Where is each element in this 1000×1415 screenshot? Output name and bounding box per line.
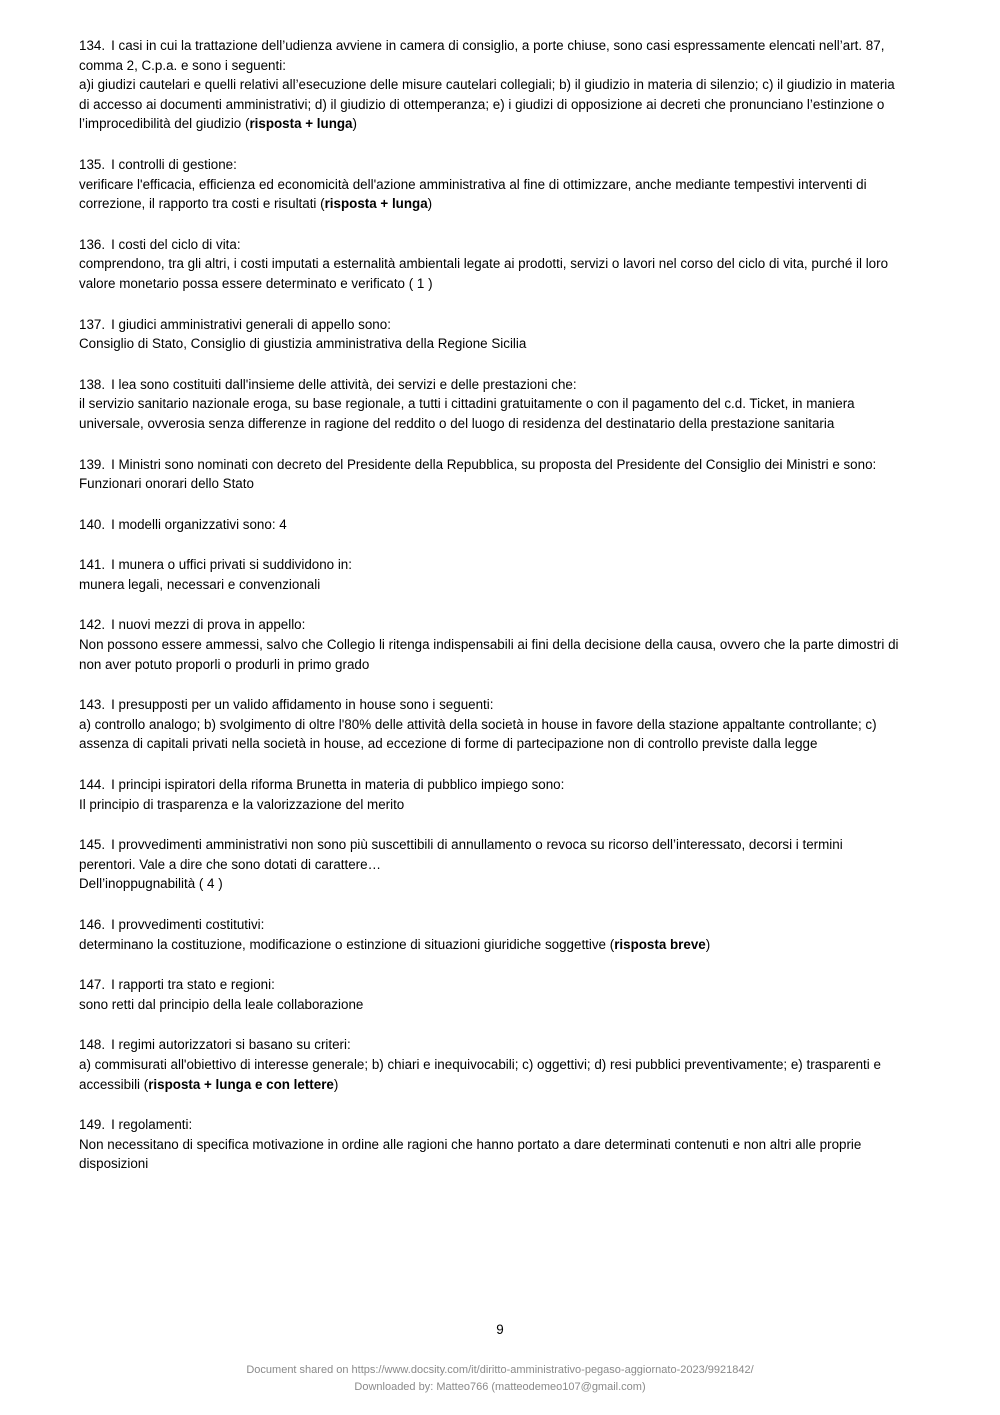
question [79,615,899,635]
question-text: I provvedimenti amministrativi non sono più suscettibili di annullamento o revoca su ricorso dell’interessato, decorsi i termini perentori. Vale a dire che sono dotati di carattere… [79,837,843,872]
question-text: I controlli di gestione: [111,156,237,172]
question-number: 142. [79,617,106,633]
question-number: 135. [79,156,106,172]
question-text: I regolamenti: [111,1117,193,1133]
qa-item [79,615,899,674]
question-number: 144. [79,777,106,793]
answer [79,474,899,494]
question [79,36,899,75]
answer [79,635,899,674]
answer-note-close: ) [352,116,357,132]
answer-text: munera legali, necessari e convenzionali [79,576,321,592]
qa-item [79,775,899,814]
answer [79,1135,899,1174]
answer-text: a)i giudizi cautelari e quelli relativi all’esecuzione delle misure cautelari collegiali; b) il giudizio in materia di silenzio; c) il giudizio in materia di accesso ai documenti amministrativi; d) il giudizio di ottemperanza; e) i giudizi di opposizione ai decreti che pronunciano l’estinzione o l’improcedibilità del giudizio ( [79,77,895,132]
answer [79,935,899,955]
qa-item [79,235,899,294]
answer [79,334,899,354]
answer-text: a) commisurati all'obiettivo di interesse generale; b) chiari e inequivocabili; c) oggettivi; d) resi pubblici preventivamente; e) trasparenti e accessibili ( [79,1056,881,1092]
question-number: 141. [79,557,106,573]
qa-item [79,1035,899,1094]
answer-text: Non possono essere ammessi, salvo che Collegio li ritenga indispensabili ai fini della decisione della causa, ovvero che la parte dimostri di non aver potuto proporli o produrli in primo grado [79,637,899,672]
question [79,375,899,395]
question [79,695,899,715]
answer [79,1055,899,1094]
answer-text: Il principio di trasparenza e la valorizzazione del merito [79,796,405,812]
question-number: 136. [79,236,106,252]
answer [79,995,899,1015]
qa-item [79,375,899,434]
answer [79,175,899,214]
question-text: I rapporti tra stato e regioni: [111,977,275,993]
page-number: 9 [496,1322,504,1337]
question-number: 137. [79,316,106,332]
answer-text: Consiglio di Stato, Consiglio di giustizia amministrativa della Regione Sicilia [79,336,527,352]
qa-item [79,155,899,214]
qa-item [79,455,899,494]
question-number: 140. [79,516,106,532]
question-number: 145. [79,837,106,853]
question [79,315,899,335]
answer-note: risposta + lunga [324,196,428,212]
answer-text: sono retti dal principio della leale collaborazione [79,996,364,1012]
answer [79,75,899,134]
answer-note: risposta + lunga e con lettere [148,1076,334,1092]
answer-text: Non necessitano di specifica motivazione in ordine alle ragioni che hanno portato a dare determinati contenuti e non altri alle proprie disposizioni [79,1136,862,1172]
answer-text: comprendono, tra gli altri, i costi imputati a esternalità ambientali legate ai prodotti, servizi o lavori nel corso del ciclo di vita, purché il loro valore monetario possa essere determinato e verificato ( 1 ) [79,256,889,291]
question-text: I principi ispiratori della riforma Brunetta in materia di pubblico impiego sono: [111,777,565,793]
qa-item [79,315,899,354]
question-text: I nuovi mezzi di prova in appello: [111,617,306,633]
question-text: I Ministri sono nominati con decreto del Presidente della Repubblica, su proposta del Presidente del Consiglio dei Ministri e sono: [111,456,877,472]
question [79,1115,899,1135]
answer-text: il servizio sanitario nazionale eroga, su base regionale, a tutti i cittadini gratuitamente o con il pagamento del c.d. Ticket, in maniera universale, ovverosia senza differenze in ragione del reddito o del luogo di residenza del destinatario della prestazione sanitaria [79,396,855,431]
answer-text: Dell’inoppugnabilità ( 4 ) [79,876,223,892]
footer [0,1362,1000,1396]
answer [79,394,899,433]
shared-notice: Document shared on https://www.docsity.com/it/diritto-amministrativo-pegaso-aggiornato-2023/9921842/ [246,1364,754,1376]
question-number: 138. [79,376,106,392]
question [79,775,899,795]
question-number: 148. [79,1037,106,1053]
question [79,1035,899,1055]
answer-text: determinano la costituzione, modificazione o estinzione di situazioni giuridiche soggettive ( [79,936,615,952]
qa-item [79,915,899,954]
question-text: I casi in cui la trattazione dell’udienza avviene in camera di consiglio, a porte chiuse, sono casi espressamente elencati nell’art. 87, comma 2, C.p.a. e sono i seguenti: [79,38,885,73]
question-text: I provvedimenti costitutivi: [111,917,265,932]
question [79,835,899,874]
question-number: 134. [79,38,106,53]
question-number: 143. [79,697,106,713]
question [79,975,899,995]
qa-item [79,515,899,535]
qa-item [79,695,899,754]
question [79,235,899,255]
qa-item [79,835,899,894]
answer [79,715,899,754]
qa-item [79,1115,899,1174]
downloaded-by: Downloaded by: Matteo766 (matteodemeo107@gmail.com) [354,1381,646,1393]
answer-note-close: ) [427,196,433,212]
qa-item [79,555,899,594]
question [79,915,899,935]
answer [79,575,899,595]
answer-text: a) controllo analogo; b) svolgimento di oltre l'80% delle attività della società in house in favore della stazione appaltante controllante; c) assenza di capitali privati nella società in house, ad eccezione di forme di partecipazione non di controllo previste dalla legge [79,716,877,752]
question-text: I munera o uffici privati si suddividono in: [111,557,352,573]
answer-note-close: ) [705,936,711,952]
question-text: I modelli organizzativi sono: 4 [111,516,287,532]
answer-note: risposta + lunga [249,116,353,132]
question [79,555,899,575]
question [79,515,899,535]
answer-text: Funzionari onorari dello Stato [79,476,254,492]
question-number: 149. [79,1117,106,1133]
question-text: I costi del ciclo di vita: [111,236,241,252]
question-number: 146. [79,917,106,932]
document-body [79,36,899,1195]
question [79,455,899,475]
answer [79,795,899,815]
answer-note: risposta breve [614,936,706,952]
answer-text: verificare l'efficacia, efficienza ed economicità dell'azione amministrativa al fine di ottimizzare, anche mediante tempestivi interventi di correzione, il rapporto tra costi e risultati ( [79,176,867,212]
question-text: I lea sono costituiti dall'insieme delle attività, dei servizi e delle prestazioni che: [111,376,577,392]
answer-note-close: ) [333,1076,339,1092]
question-text: I presupposti per un valido affidamento in house sono i seguenti: [111,697,494,713]
question-text: I giudici amministrativi generali di appello sono: [111,316,391,332]
question [79,155,899,175]
answer [79,874,899,894]
answer [79,254,899,293]
question-text: I regimi autorizzatori si basano su criteri: [111,1037,351,1053]
qa-item [79,36,899,134]
question-number: 147. [79,977,106,993]
qa-item [79,975,899,1014]
question-number: 139. [79,456,106,472]
